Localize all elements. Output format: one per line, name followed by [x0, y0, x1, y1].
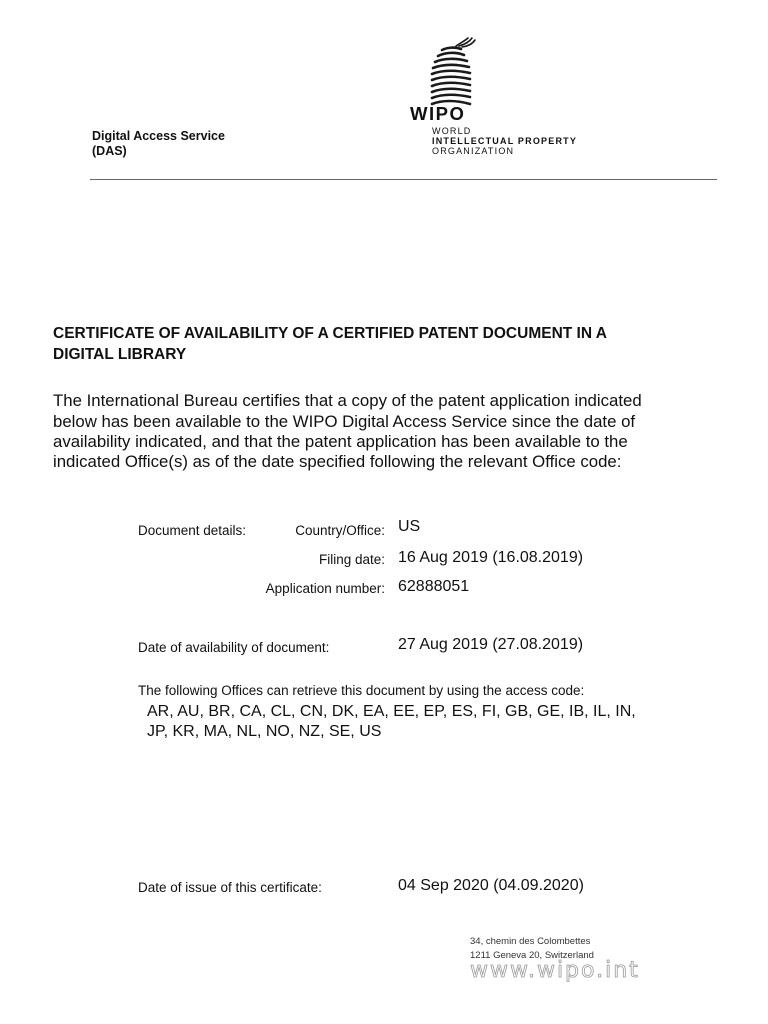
- certificate-title: [53, 323, 733, 365]
- address-line-1: 34, chemin des Colombettes: [470, 936, 591, 947]
- intro-line-4: indicated Office(s) as of the date specified following the relevant Office code:: [53, 452, 622, 471]
- country-office-value: US: [398, 518, 421, 535]
- certificate-title-line-2: DIGITAL LIBRARY: [53, 346, 187, 363]
- offices-intro: The following Offices can retrieve this document by using the access code:: [138, 683, 585, 698]
- header-divider: [90, 179, 717, 180]
- availability-date-value: 27 Aug 2019 (27.08.2019): [398, 636, 584, 653]
- application-number-value: 62888051: [398, 578, 470, 595]
- intro-line-3: availability indicated, and that the patent application has been available to the: [53, 432, 628, 451]
- certificate-title-line-1: CERTIFICATE OF AVAILABILITY OF A CERTIFIED PATENT DOCUMENT IN A: [53, 325, 607, 342]
- filing-date-value: 16 Aug 2019 (16.08.2019): [398, 549, 584, 566]
- address-line-2: 1211 Geneva 20, Switzerland: [470, 950, 594, 961]
- org-name-line-3: ORGANIZATION: [432, 146, 515, 156]
- wipo-acronym: WIPO: [410, 103, 466, 124]
- wipo-emblem-icon: [426, 34, 478, 112]
- website-link[interactable]: www.wipo.int: [470, 958, 640, 983]
- office-codes-line-2: JP, KR, MA, NL, NO, NZ, SE, US: [147, 723, 382, 740]
- issue-date-value: 04 Sep 2020 (04.09.2020): [398, 877, 584, 894]
- service-name: Digital Access Service: [92, 129, 225, 143]
- org-name-line-1: WORLD: [432, 126, 472, 136]
- office-codes-line-1: AR, AU, BR, CA, CL, CN, DK, EA, EE, EP, ES, FI, GB, GE, IB, IL, IN,: [147, 703, 636, 720]
- org-name-line-2: INTELLECTUAL PROPERTY: [432, 136, 578, 146]
- document-details-label: Document details:: [138, 523, 247, 538]
- application-number-label: Application number:: [265, 581, 385, 596]
- issue-date-label: Date of issue of this certificate:: [138, 880, 322, 895]
- country-office-label: Country/Office:: [295, 523, 385, 538]
- intro-line-2: below has been available to the WIPO Digital Access Service since the date of: [53, 412, 636, 431]
- filing-date-label: Filing date:: [318, 552, 385, 567]
- intro-line-1: The International Bureau certifies that a copy of the patent application indicated: [53, 391, 642, 410]
- service-abbreviation: (DAS): [92, 144, 127, 158]
- availability-date-label: Date of availability of document:: [138, 640, 330, 655]
